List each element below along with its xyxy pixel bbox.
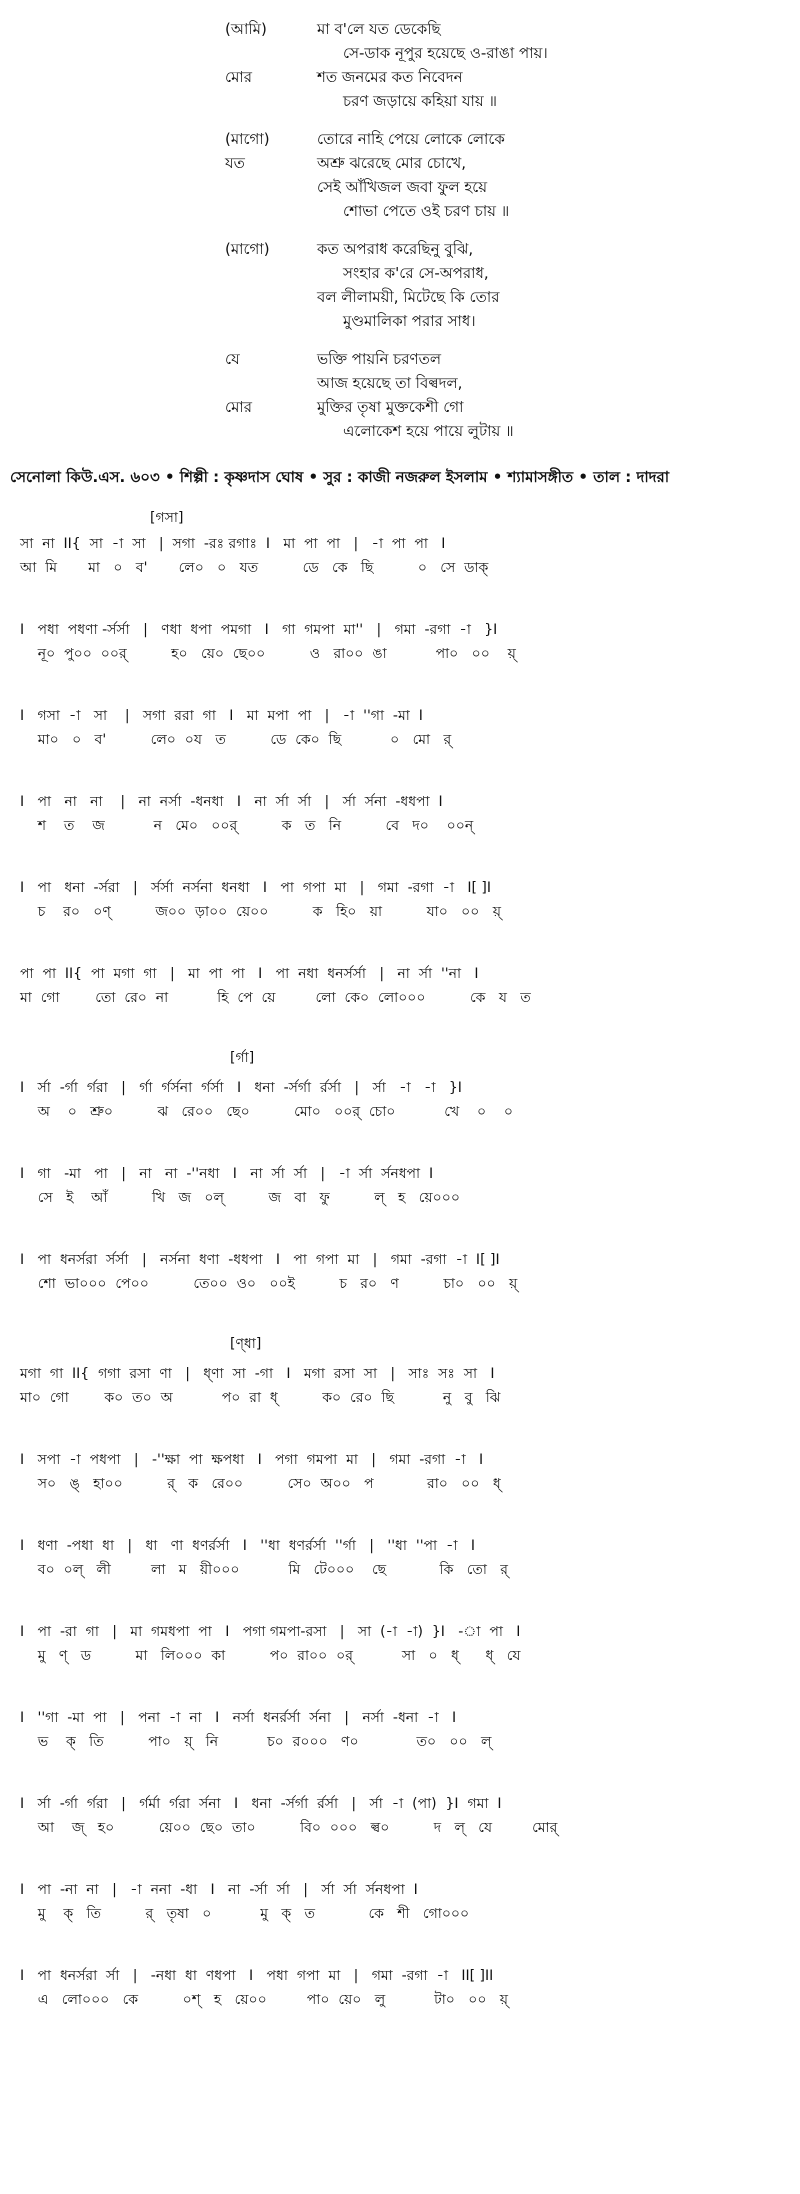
lyric-text: সংহার ক'রে সে-অপরাধ, — [343, 264, 489, 282]
lyric-line — [0, 310, 800, 334]
swara-row: I পা -রা গা | মা গমধপা পা I পগা গমপা-রসা | সা (-া -া) }I -া পা I — [20, 1624, 521, 1640]
swara-row: I সপা -া পধপা | -''ক্ষা পা ক্ষপধা I পগা গমপা মা | গমা -রগা -া I — [20, 1452, 484, 1468]
swara-row: I পা ধনর্সরা র্সা | -নধা ধা ণধপা I পধা গপা মা | গমা -রগা -া II[ ]II — [20, 1968, 494, 1984]
lyric-stanza — [0, 238, 800, 334]
lyric-text: কত অপরাধ করেছিনু বুঝি, — [317, 240, 474, 258]
notation-line — [0, 1222, 800, 1308]
swara-row: I পা ধনা -র্সরা | র্সর্সা নর্সনা ধনধা I পা গপা মা | গমা -রগা -া I[ ]I — [20, 880, 492, 896]
lyric-text: চরণ জড়ায়ে কহিয়া যায় ॥ — [343, 92, 497, 110]
lyric-stanza — [0, 348, 800, 444]
syllable-row: মা গো তো রে০ না হি পে য়ে লো কে০ লো০০০ কে য ত — [20, 990, 531, 1006]
lyric-text: সে-ডাক নূপুর হয়েছে ও-রাঙা পায়। — [343, 44, 548, 62]
lyric-text: ভক্তি পায়নি চরণতল — [317, 350, 442, 368]
lyric-stanza — [0, 18, 800, 114]
syllable-row: ভ ক্ তি পা০ য়্ নি চ০ র০০০ ণ০ ত০ ০০ ল্ — [20, 1734, 492, 1750]
syllable-row: মু ণ্ ড মা লি০০০ কা প০ রা০০ ০র্ সা ০ ধ্ ধ্ যে — [20, 1648, 521, 1664]
notation-line — [0, 678, 800, 764]
swara-row: I পধা পধণা -র্সর্সা | ণধা ধপা পমগা I গা গমপা মা'' | গমা -রগা -া }I — [20, 622, 498, 638]
syllable-row: আ মি মা ০ ব' লে০ ০ যত ডে কে ছি ০ সে ডাক্ — [20, 560, 489, 576]
notation-line — [0, 1136, 800, 1222]
lyric-text: শোভা পেতে ওই চরণ চায় ॥ — [343, 202, 510, 220]
swara-row: I ধণা -পধা ধা | ধা ণা ধণর্রর্সা I ''ধা ধণর্রর্সা ''র্গা | ''ধা ''পা -া I — [20, 1538, 476, 1554]
lyric-line — [0, 152, 800, 176]
notation-label: [ণ্ধা] — [230, 1336, 262, 1352]
syllable-row: সে ই আঁ খি জ ০ল্ জ বা ফু ল্ হ য়ে০০০ — [20, 1190, 460, 1206]
lyric-line — [0, 348, 800, 372]
swara-row: I ''গা -মা পা | পনা -া না I নর্সা ধনর্রর্সা র্সনা | নর্সা -ধনা -া I — [20, 1710, 457, 1726]
lyric-text: অশ্রু ঝরেছে মোর চোখে, — [317, 154, 466, 172]
lyric-stanza — [0, 128, 800, 224]
lyric-mark: মোর — [225, 398, 253, 416]
syllable-row: মু ক্ তি র্ তৃষা ০ মু ক্ ত কে শী গো০০০ — [20, 1906, 470, 1922]
swara-row: I র্সা -র্গা র্গরা | র্গা র্গর্সনা র্গর্সা I ধনা -র্সর্গা র্রর্সা | র্সা -া -া }I — [20, 1080, 462, 1096]
swara-row: সা না II{ সা -া সা | সগা -রঃ রগাঃ I মা পা পা | -া পা পা I — [20, 536, 446, 552]
swara-row: I র্সা -র্গা র্গরা | র্গর্মা র্গরা র্সনা I ধনা -র্সর্গা র্রর্সা | র্সা -া (পা) }I গমা I — [20, 1796, 502, 1812]
notation-line — [0, 1308, 800, 1422]
lyrics-block — [0, 18, 800, 458]
lyric-mark: যত — [225, 154, 245, 172]
lyric-mark: যে — [225, 350, 240, 368]
syllable-row: ব০ ০ল্ লী লা ম য়ী০০০ মি টে০০০ ছে কি তো র্ — [20, 1562, 509, 1578]
syllable-row: আ জ্ হ০ য়ে০০ ছে০ তা০ বি০ ০০০ ল্ব০ দ ল্ যে মোর্ — [20, 1820, 558, 1836]
notation-line — [0, 850, 800, 936]
notation-line — [0, 1766, 800, 1852]
lyric-text: আজ হয়েছে তা বিল্বদল, — [317, 374, 463, 392]
notation-label: [গসা] — [150, 510, 184, 526]
lyric-mark: (মাগো) — [225, 240, 270, 258]
swara-row: মগা গা II{ গগা রসা ণা | ধ্ণা সা -গা I মগা রসা সা | সাঃ সঃ সা I — [20, 1366, 495, 1382]
syllable-row: চ র০ ০ণ্ জ০০ ড়া০০ য়ে০০ ক হি০ য়া যা০ ০০ য়্ — [20, 904, 501, 920]
lyric-line — [0, 66, 800, 90]
lyric-text: বল লীলাময়ী, মিটেছে কি তোর — [317, 288, 500, 306]
swara-row: I গা -মা পা | না না -''নধা I না র্সা র্সা | -া র্সা র্সনধপা I — [20, 1166, 434, 1182]
lyric-text: সেই আঁখিজল জবা ফুল হয়ে — [317, 178, 488, 196]
notation-block — [0, 506, 800, 2024]
syllable-row: শো ভা০০০ পে০০ তে০০ ও০ ০০ই চ র০ ণ চা০ ০০ য়্ — [20, 1276, 518, 1292]
lyric-text: মা ব'লে যত ডেকেছি — [317, 20, 441, 38]
lyric-text: এলোকেশ হয়ে পায়ে লুটায় ॥ — [343, 422, 514, 440]
syllable-row: মা০ ০ ব' লে০ ০য ত ডে কে০ ছি ০ মো র্ — [20, 732, 452, 748]
lyric-text: মুক্তির তৃষা মুক্তকেশী গো — [317, 398, 464, 416]
syllable-row: এ লো০০০ কে ০শ্ হ য়ে০০ পা০ য়ে০ লু টা০ ০০ য়্ — [20, 1992, 509, 2008]
lyric-text: শত জনমের কত নিবেদন — [317, 68, 463, 86]
lyric-mark: (মাগো) — [225, 130, 270, 148]
notation-line — [0, 592, 800, 678]
lyric-line — [0, 372, 800, 396]
lyric-line — [0, 128, 800, 152]
notation-line — [0, 1508, 800, 1594]
lyric-line — [0, 200, 800, 224]
notation-label: [র্গা] — [230, 1050, 255, 1066]
swara-row: I পা না না | না নর্সা -ধনধা I না র্সা র্সা | র্সা র্সনা -ধধপা I — [20, 794, 443, 810]
notation-line — [0, 1938, 800, 2024]
lyric-line — [0, 286, 800, 310]
lyric-line — [0, 176, 800, 200]
syllable-row: শ ত জ ন মে০ ০০র্ ক ত নি বে দ০ ০০ন্ — [20, 818, 474, 834]
notation-line — [0, 1022, 800, 1136]
notation-line — [0, 1680, 800, 1766]
lyric-text: মুণ্ডমালিকা পরার সাধ। — [343, 312, 476, 330]
lyric-line — [0, 238, 800, 262]
syllable-row: স০ ঙ্ হা০০ র্ ক রে০০ সে০ অ০০ প রা০ ০০ ধ্ — [20, 1476, 501, 1492]
notation-line — [0, 936, 800, 1022]
lyric-line — [0, 42, 800, 66]
syllable-row: মা০ গো ক০ ত০ অ প০ রা ধ্ ক০ রে০ ছি নু বু ঝি — [20, 1390, 501, 1406]
lyric-mark: (আমি) — [225, 20, 267, 38]
notation-line — [0, 1422, 800, 1508]
notation-line — [0, 764, 800, 850]
lyric-text: তোরে নাহি পেয়ে লোকে লোকে — [317, 130, 505, 148]
lyric-line — [0, 18, 800, 42]
swara-row: I গসা -া সা | সগা ররা গা I মা মপা পা | -া ''গা -মা I — [20, 708, 423, 724]
credit-line: সেনোলা কিউ.এস. ৬০৩ • শিল্পী : কৃষ্ণদাস ঘোষ • সুর : কাজী নজরুল ইসলাম • শ্যামাসঙ্গীত • তাল : দাদরা — [10, 468, 670, 486]
notation-line — [0, 1594, 800, 1680]
lyric-line — [0, 262, 800, 286]
notation-line — [0, 506, 800, 592]
syllable-row: অ ০ শ্রু০ ঝ রে০০ ছে০ মো০ ০০র্ চো০ খে ০ ০ — [20, 1104, 513, 1120]
swara-row: I পা -না না | -া ননা -ধা I না -র্সা র্সা | র্সা র্সা র্সনধপা I — [20, 1882, 418, 1898]
lyric-line — [0, 420, 800, 444]
notation-line — [0, 1852, 800, 1938]
syllable-row: নূ০ পু০০ ০০র্ হ০ য়ে০ ছে০০ ও রা০০ ঙা পা০ ০০ য়্ — [20, 646, 516, 662]
lyric-line — [0, 90, 800, 114]
lyric-mark: মোর — [225, 68, 253, 86]
swara-row: I পা ধনর্সরা র্সর্সা | নর্সনা ধণা -ধধপা I পা গপা মা | গমা -রগা -া I[ ]I — [20, 1252, 500, 1268]
lyric-line — [0, 396, 800, 420]
swara-row: পা পা II{ পা মগা গা | মা পা পা I পা নধা ধনর্সর্সা | না র্সা ''না I — [20, 966, 479, 982]
